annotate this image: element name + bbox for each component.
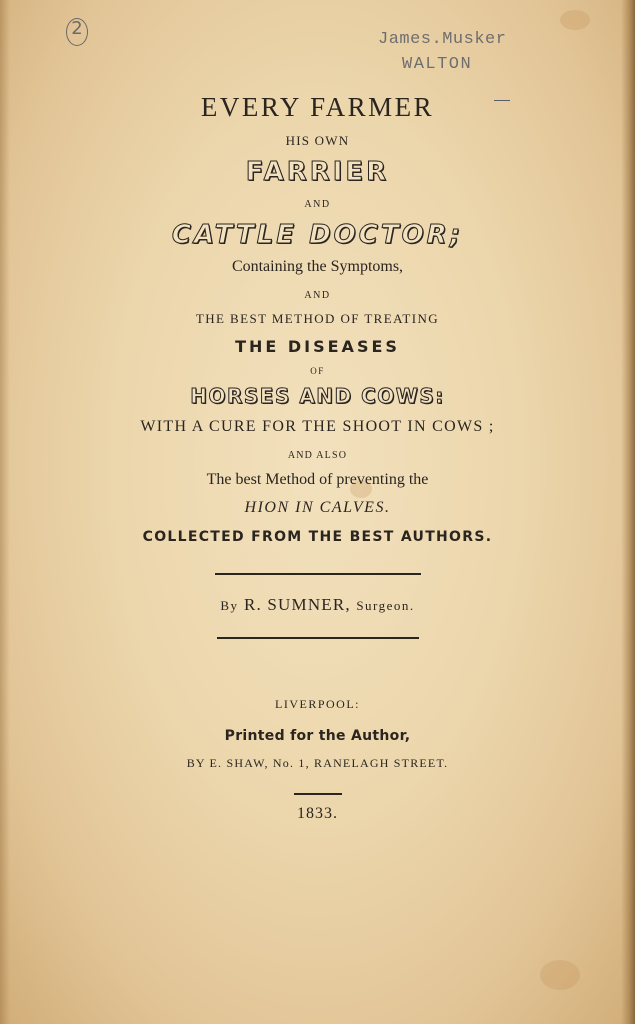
owner-stamp (378, 30, 548, 74)
subtitle-cure: WITH A CURE FOR THE SHOOT IN COWS ; (140, 418, 495, 435)
subtitle-containing: Containing the Symptoms, (231, 258, 404, 275)
page-edge-shadow-right (621, 0, 635, 1024)
author-by: By (220, 598, 239, 613)
pencil-number: 2 (71, 18, 83, 39)
stamp-name: James.Musker (378, 30, 507, 49)
imprint-year: 1833. (297, 805, 338, 822)
title-his-own: HIS OWN (285, 133, 350, 148)
title-and: AND (304, 199, 331, 210)
subtitle-hion: HION IN CALVES. (244, 499, 391, 516)
stamp-place: WALTON (402, 55, 473, 74)
foxing-spot (560, 10, 590, 30)
divider-rule (215, 573, 421, 575)
imprint-place: LIVERPOOL: (275, 697, 360, 711)
pencil-page-number (64, 14, 90, 48)
author-title: Surgeon. (356, 598, 415, 613)
author-line (20, 595, 615, 615)
subtitle-of: OF (310, 366, 325, 376)
subtitle-horses-cows: HORSES AND COWS: (190, 384, 445, 408)
subtitle-and: AND (304, 290, 331, 301)
author-name: R. SUMNER, (243, 595, 351, 614)
title-every-farmer: EVERY FARMER (200, 92, 435, 122)
subtitle-best-method: THE BEST METHOD OF TREATING (195, 311, 440, 326)
title-cattle-doctor: CATTLE DOCTOR; (171, 220, 464, 250)
title-block (20, 92, 615, 823)
subtitle-and-also: AND ALSO (287, 450, 348, 461)
subtitle-diseases: THE DISEASES (235, 337, 400, 356)
divider-rule (217, 637, 419, 639)
page-edge-shadow-left (0, 0, 10, 1024)
title-farrier: FARRIER (245, 157, 390, 187)
foxing-spot (540, 960, 580, 990)
imprint-printer: BY E. SHAW, No. 1, RANELAGH STREET. (186, 756, 449, 770)
subtitle-preventing: The best Method of preventing the (206, 471, 429, 488)
pencil-circle (66, 18, 88, 46)
imprint-printed: Printed for the Author, (224, 728, 411, 744)
subtitle-collected: COLLECTED FROM THE BEST AUTHORS. (142, 529, 493, 545)
divider-short-rule (294, 793, 342, 795)
